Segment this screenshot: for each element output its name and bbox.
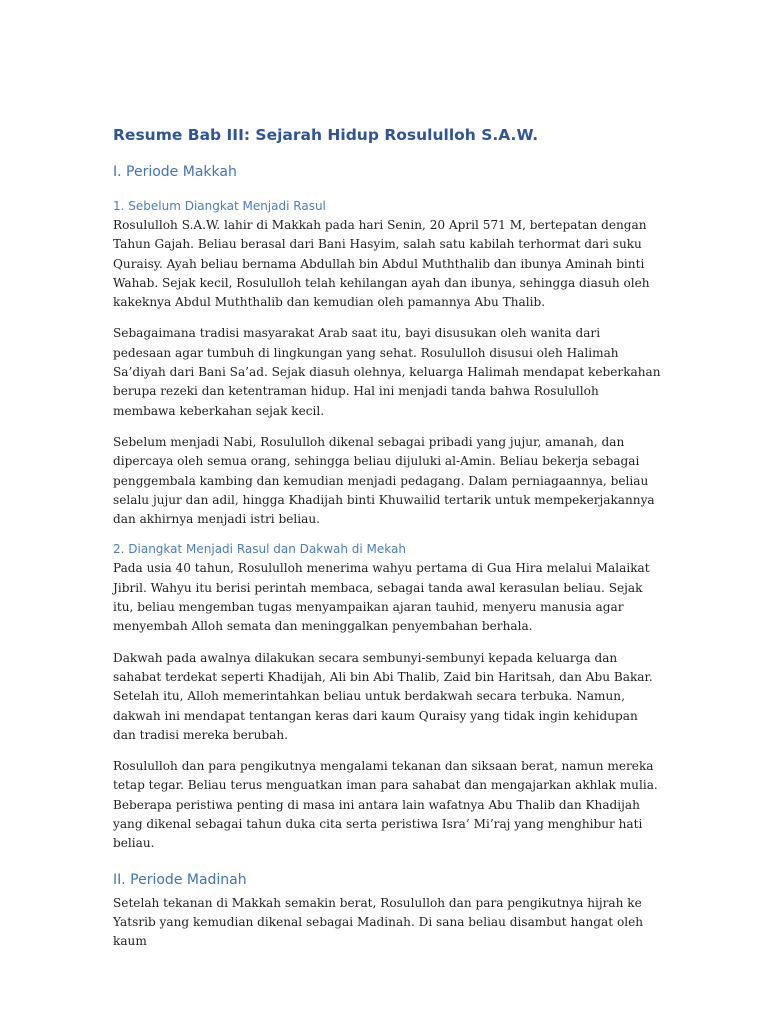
section-heading-madinah: II. Periode Madinah bbox=[113, 871, 247, 888]
document-title: Resume Bab III: Sejarah Hidup Rosululloh S.A.W. bbox=[113, 126, 539, 144]
paragraph: Sebagaimana tradisi masyarakat Arab saat itu, bayi disusukan oleh wanita dari pedesaan agar tumbuh di lingkungan yang sehat. Rosululloh disusui oleh Halimah Sa’diyah dari Bani Sa’ad. Sejak diasuh olehnya, keluarga Halimah mendapat keberkahan berupa rezeki dan ketentraman hidup. Hal ini menjadi tanda bahwa Rosululloh membawa keberkahan sejak kecil. bbox=[113, 326, 661, 418]
document-body bbox=[113, 124, 661, 952]
subsection-heading-before-prophethood: 1. Sebelum Diangkat Menjadi Rasul bbox=[113, 199, 326, 213]
subsection-heading-prophethood-dakwah: 2. Diangkat Menjadi Rasul dan Dakwah di Mekah bbox=[113, 542, 406, 557]
section-heading-makkah: I. Periode Makkah bbox=[113, 164, 237, 180]
paragraph: Setelah tekanan di Makkah semakin berat, Rosululloh dan para pengikutnya hijrah ke Yatsrib yang kemudian dikenal sebagai Madinah. Di sana beliau disambut hangat oleh kaum bbox=[113, 895, 644, 949]
paragraph: Sebelum menjadi Nabi, Rosululloh dikenal sebagai pribadi yang jujur, amanah, dan dipercaya oleh semua orang, sehingga beliau dijuluki al-Amin. Beliau bekerja sebagai penggembala kambing dan kemudian menjadi pedagang. Dalam perniagaannya, beliau selalu jujur dan adil, hingga Khadijah binti Khuwailid tertarik untuk mempekerjakannya dan akhirnya menjadi istri beliau. bbox=[113, 434, 655, 527]
paragraph: Dakwah pada awalnya dilakukan secara sembunyi-sembunyi kepada keluarga dan sahabat terdekat seperti Khadijah, Ali bin Abi Thalib, Zaid bin Haritsah, dan Abu Bakar. Setelah itu, Alloh memerintahkan beliau untuk berdakwah secara terbuka. Namun, dakwah ini mendapat tentangan keras dari kaum Quraisy yang tidak ingin kehidupan dan tradisi mereka berubah. bbox=[113, 650, 653, 742]
paragraph: Pada usia 40 tahun, Rosululloh menerima wahyu pertama di Gua Hira melalui Malaikat Jibril. Wahyu itu berisi perintah membaca, sebagai tanda awal kerasulan beliau. Sejak itu, beliau mengemban tugas menyampaikan ajaran tauhid, menyeru manusia agar menyembah Alloh semata dan meninggalkan penyembahan berhala. bbox=[113, 561, 650, 634]
paragraph: Rosululloh dan para pengikutnya mengalami tekanan dan siksaan berat, namun mereka tetap tegar. Beliau terus menguatkan iman para sahabat dan mengajarkan akhlak mulia. Beberapa peristiwa penting di masa ini antara lain wafatnya Abu Thalib dan Khadijah yang dikenal sebagai tahun duka cita serta peristiwa Isra’ Mi’raj yang menghibur hati beliau. bbox=[113, 759, 658, 851]
paragraph: Rosululloh S.A.W. lahir di Makkah pada hari Senin, 20 April 571 M, bertepatan dengan Tahun Gajah. Beliau berasal dari Bani Hasyim, salah satu kabilah terhormat dari suku Quraisy. Ayah beliau bernama Abdullah bin Abdul Muththalib dan ibunya Aminah binti Wahab. Sejak kecil, Rosululloh telah kehilangan ayah dan ibunya, sehingga diasuh oleh kakeknya Abdul Muththalib dan kemudian oleh pamannya Abu Thalib. bbox=[113, 218, 650, 310]
